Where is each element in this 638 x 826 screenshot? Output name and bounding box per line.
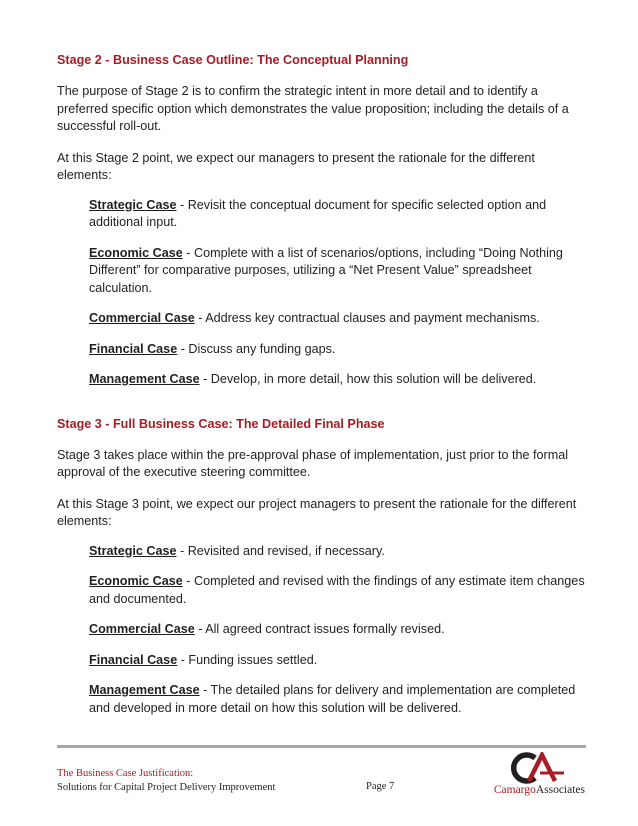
stage2-item-financial [89,341,587,359]
item-text: - Funding issues settled. [177,652,318,667]
stage2-lead: At this Stage 2 point, we expect our managers to present the rationale for the different elements: [57,150,535,182]
footer-title [57,767,275,795]
stage3-heading: Stage 3 - Full Business Case: The Detailed Final Phase [57,416,385,431]
term-label: Financial Case [89,652,178,667]
term-label: Management Case [89,372,200,386]
item-text: - All agreed contract issues formally revised. [194,622,445,636]
term-label: Commercial Case [89,311,195,325]
term-label: Economic Case [89,574,183,588]
term-label: Financial Case [89,341,178,356]
stage3-lead: At this Stage 3 point, we expect our project managers to present the rationale for the different elements: [57,496,577,528]
stage3-intro: Stage 3 takes place within the pre-approval phase of implementation, just prior to the formal approval of the executive steering committee. [57,447,569,479]
footer-title-line2: Solutions for Capital Project Delivery Improvement [57,782,276,793]
term-label: Economic Case [89,245,183,260]
term-label: Management Case [89,683,200,697]
stage2-item-management [89,371,587,389]
stage3-item-economic [89,573,587,608]
stage2-item-strategic [89,197,587,232]
stage3-item-strategic [89,543,587,561]
item-text: - Develop, in more detail, how this solution will be delivered. [199,372,537,386]
stage2-heading: Stage 2 - Business Case Outline: The Conceptual Planning [57,53,409,67]
logo-mark-icon [509,752,565,784]
item-text: - Revisited and revised, if necessary. [176,543,385,558]
logo-name-1: Camargo [493,784,536,796]
stage3-item-management [89,682,587,717]
camargo-associates-logo [487,752,585,800]
stage2-item-economic [89,245,587,298]
page-content [57,52,587,717]
stage2-item-commercial [89,310,587,328]
stage2-intro: The purpose of Stage 2 is to confirm the strategic intent in more detail and to identify a preferred specific option which demonstrates the value proposition; including the details of a successful roll-out. [57,84,569,133]
term-label: Strategic Case [89,197,177,212]
logo-name-2: Associates [535,784,585,796]
logo-wordmark [487,784,585,796]
term-label: Commercial Case [89,622,195,636]
stage3-item-commercial [89,621,587,639]
stage3-item-financial [89,652,587,670]
term-label: Strategic Case [89,543,177,558]
item-text: - Address key contractual clauses and payment mechanisms. [194,311,540,325]
page-number: Page 7 [366,781,395,792]
item-text: - Complete with a list of scenarios/options, including “Doing Nothing Different” for comparative purposes, utilizing a “Net Present Value” spreadsheet calculation. [89,245,563,295]
item-text: - Discuss any funding gaps. [177,341,336,356]
footer-title-line1: The Business Case Justification: [57,768,194,779]
item-text: - Revisit the conceptual document for specific selected option and additional input. [89,197,547,229]
item-text: - Completed and revised with the findings of any estimate item changes and documented. [89,574,585,606]
item-text: - The detailed plans for delivery and implementation are completed and developed in more detail on how this solution will be delivered. [89,683,576,715]
footer-divider [57,745,586,748]
